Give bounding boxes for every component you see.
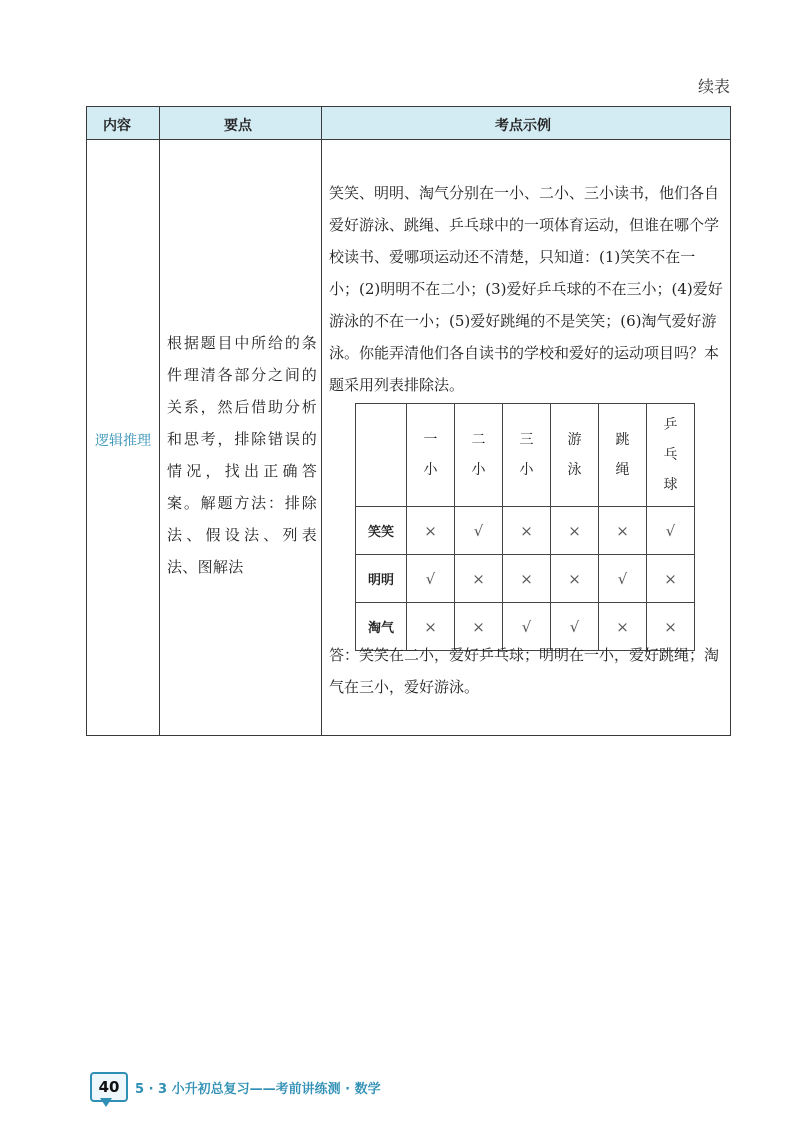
mark-cell: × bbox=[503, 555, 551, 603]
mark-cell: × bbox=[599, 603, 647, 651]
table-header-row bbox=[87, 107, 730, 140]
column-label: 一 小 bbox=[423, 432, 438, 478]
column-label: 跳 绳 bbox=[615, 432, 630, 478]
column-label: 乒 乓 球 bbox=[663, 417, 678, 493]
column-label: 游 泳 bbox=[567, 432, 582, 478]
mark-cell: √ bbox=[551, 603, 599, 651]
page-number-tab-icon bbox=[100, 1098, 112, 1107]
grid-corner-cell bbox=[356, 404, 407, 507]
mark-cell: √ bbox=[647, 507, 695, 555]
mark-cell: × bbox=[407, 603, 455, 651]
mark-cell: × bbox=[407, 507, 455, 555]
answer-text: 答：笑笑在二小，爱好乒乓球；明明在一小，爱好跳绳；淘气在三小，爱好游泳。 bbox=[329, 646, 720, 696]
page-number: 40 bbox=[90, 1072, 128, 1102]
grid-column-header bbox=[647, 404, 695, 507]
mark-cell: × bbox=[503, 507, 551, 555]
knowledge-table bbox=[86, 106, 731, 736]
example-problem: 笑笑、明明、淘气分别在一小、二小、三小读书，他们各自爱好游泳、跳绳、乒乓球中的一项体育运动，但谁在哪个学校读书、爱哪项运动还不清楚，只知道：(1)笑笑不在一小；(2)明明不在二小；(3)爱好乒乓球的不在三小；(4)爱好游泳的不在一小；(5)爱好跳绳的不是笑笑；(6)淘气爱好游泳。你能弄清他们各自读书的学校和爱好的运动项目吗？本题采用列表排除法。 bbox=[329, 184, 723, 394]
grid-row-xiaoxiao bbox=[356, 507, 695, 555]
mark-cell: √ bbox=[503, 603, 551, 651]
grid-column-header bbox=[551, 404, 599, 507]
row-label: 笑笑 bbox=[356, 507, 407, 555]
mark-cell: √ bbox=[455, 507, 503, 555]
column-label: 三 小 bbox=[519, 432, 534, 478]
column-divider bbox=[321, 107, 322, 735]
mark-cell: × bbox=[455, 555, 503, 603]
column-divider bbox=[159, 107, 160, 735]
mark-cell: √ bbox=[407, 555, 455, 603]
row-label: 明明 bbox=[356, 555, 407, 603]
key-points-text: 根据题目中所给的条件理清各部分之间的关系，然后借助分析和思考，排除错误的情况，找出正确答案。解题方法：排除法、假设法、列表法、图解法 bbox=[167, 334, 317, 576]
grid-column-header bbox=[599, 404, 647, 507]
header-content: 内容 bbox=[103, 118, 131, 134]
mark-cell: × bbox=[551, 555, 599, 603]
mark-cell: × bbox=[599, 507, 647, 555]
mark-cell: × bbox=[647, 603, 695, 651]
elimination-grid bbox=[355, 403, 695, 651]
continued-label: 续表 bbox=[697, 77, 730, 96]
grid-column-header bbox=[503, 404, 551, 507]
column-label: 二 小 bbox=[471, 432, 486, 478]
mark-cell: × bbox=[551, 507, 599, 555]
example-text bbox=[329, 177, 724, 401]
grid-column-header bbox=[407, 404, 455, 507]
row-label: 淘气 bbox=[356, 603, 407, 651]
mark-cell: × bbox=[647, 555, 695, 603]
grid-column-header bbox=[455, 404, 503, 507]
grid-row-mingming bbox=[356, 555, 695, 603]
header-examples: 考点示例 bbox=[495, 118, 551, 134]
mark-cell: √ bbox=[599, 555, 647, 603]
topic-label: 逻辑推理 bbox=[95, 433, 151, 449]
series-title: 5 · 3 小升初总复习——考前讲练测 · 数学 bbox=[135, 1082, 381, 1097]
header-key-points: 要点 bbox=[224, 118, 252, 134]
mark-cell: × bbox=[455, 603, 503, 651]
